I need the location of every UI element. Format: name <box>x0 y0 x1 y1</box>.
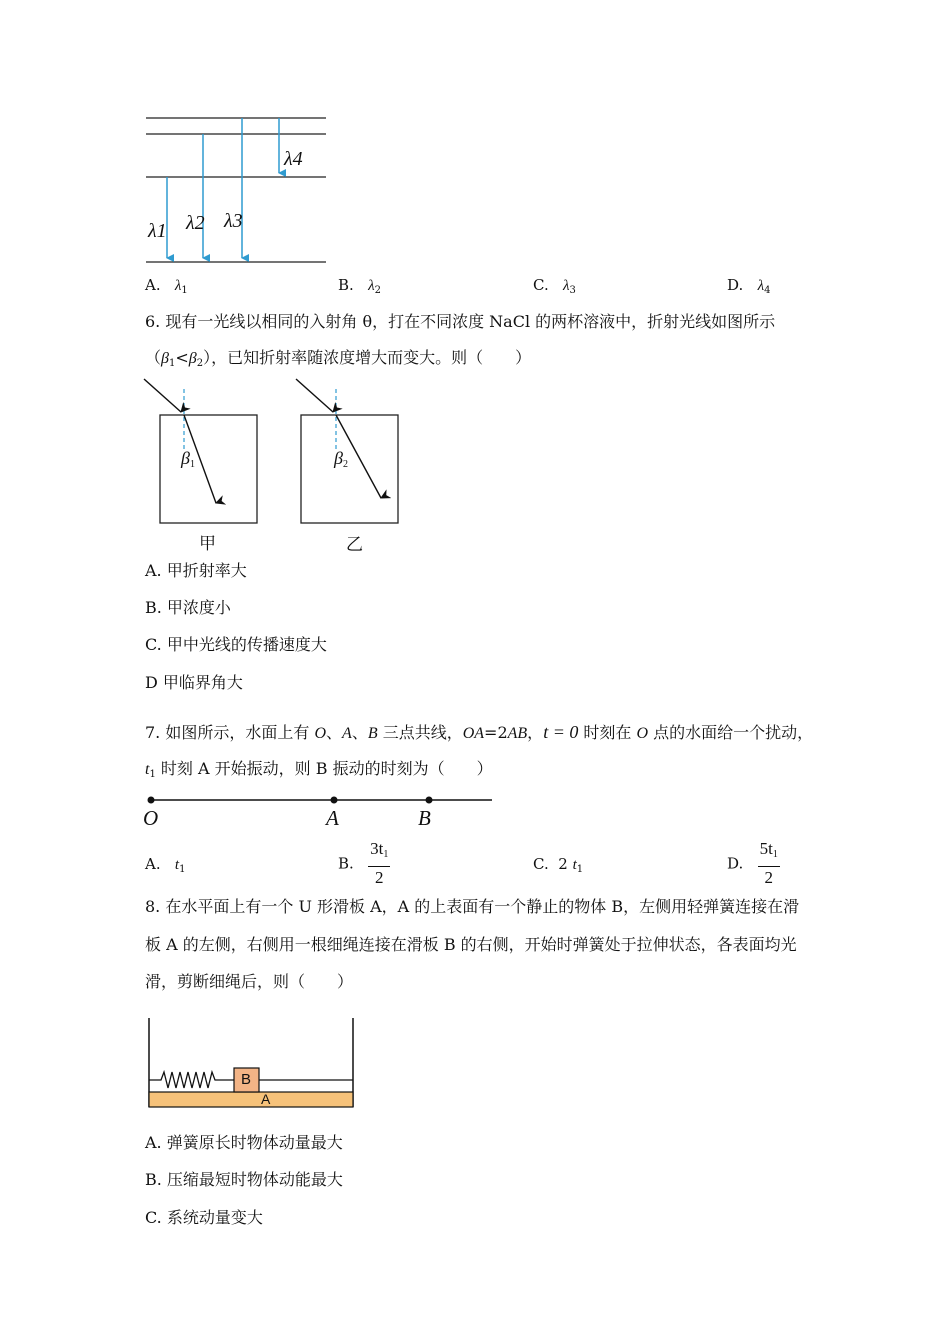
q7-option-d[interactable]: D. $\frac{5t_1}{2}$ <box>727 839 778 887</box>
q8-option-c[interactable]: C. 系统动量变大 <box>145 1208 263 1227</box>
point-b-label: B <box>418 806 431 830</box>
point-a-label: A <box>326 806 339 830</box>
q8-stem-line3: 滑，剪断细绳后，则（ ） <box>145 972 354 991</box>
q5-option-d[interactable]: D. $\lambda_4$ <box>727 276 771 296</box>
beta1-label: $\beta_1$ <box>181 448 195 470</box>
q6-option-d[interactable]: D 甲临界角大 <box>145 673 243 692</box>
q7-stem-line2: $t_1$ 时刻 A 开始振动，则 B 振动的时刻为（ ） <box>145 759 493 780</box>
q5-option-a[interactable]: A. $\lambda_1$ <box>145 276 188 296</box>
beta2-label: $\beta_2$ <box>334 448 348 470</box>
q6-option-c[interactable]: C. 甲中光线的传播速度大 <box>145 635 327 654</box>
q7-option-b[interactable]: B. $\frac{3t_1}{2}$ <box>338 839 389 887</box>
point-o-label: O <box>143 806 159 830</box>
lambda4-label: λ4 <box>284 148 303 170</box>
q6-stem-line1: 6. 现有一光线以相同的入射角 θ，打在不同浓度 NaCl 的两杯溶液中，折射光线如图所示 <box>145 312 776 331</box>
q7-option-c[interactable]: C. 2 $t_1$ <box>533 855 584 875</box>
lambda3-label: λ3 <box>224 210 243 232</box>
q5-option-b[interactable]: B. $\lambda_2$ <box>338 276 381 296</box>
lambda1-label: λ1 <box>148 220 167 242</box>
q7-option-a[interactable]: A. $t_1$ <box>145 855 186 875</box>
board-a-label: A <box>261 1091 271 1107</box>
fig-label-yi: 乙 <box>346 535 363 555</box>
q6-option-a[interactable]: A. 甲折射率大 <box>145 561 247 580</box>
q8-stem-line2: 板 A 的左侧，右侧用一根细绳连接在滑板 B 的右侧，开始时弹簧处于拉伸状态，各表面均光 <box>145 935 797 954</box>
block-b-label: B <box>241 1071 252 1088</box>
q8-option-b[interactable]: B. 压缩最短时物体动能最大 <box>145 1170 343 1189</box>
board-a <box>149 1092 353 1107</box>
fig-label-jia: 甲 <box>199 534 216 554</box>
q7-stem-line1: 7. 如图所示，水面上有 O、A、B 三点共线，OA=2AB，t = 0 时刻在 O 点的水面给一个扰动， <box>145 722 814 742</box>
q6-option-b[interactable]: B. 甲浓度小 <box>145 598 231 617</box>
q6-stem-line2: $(\beta_1<\beta_2)$，已知折射率随浓度增大而变大。则（ ） <box>145 348 532 369</box>
q8-option-a[interactable]: A. 弹簧原长时物体动量最大 <box>145 1133 343 1152</box>
lambda2-label: λ2 <box>186 212 205 234</box>
q5-option-c[interactable]: C. $\lambda_3$ <box>533 276 576 296</box>
spring <box>149 1072 234 1088</box>
q8-stem-line1: 8. 在水平面上有一个 U 形滑板 A，A 的上表面有一个静止的物体 B，左侧用轻弹簧连接在滑 <box>145 897 800 916</box>
